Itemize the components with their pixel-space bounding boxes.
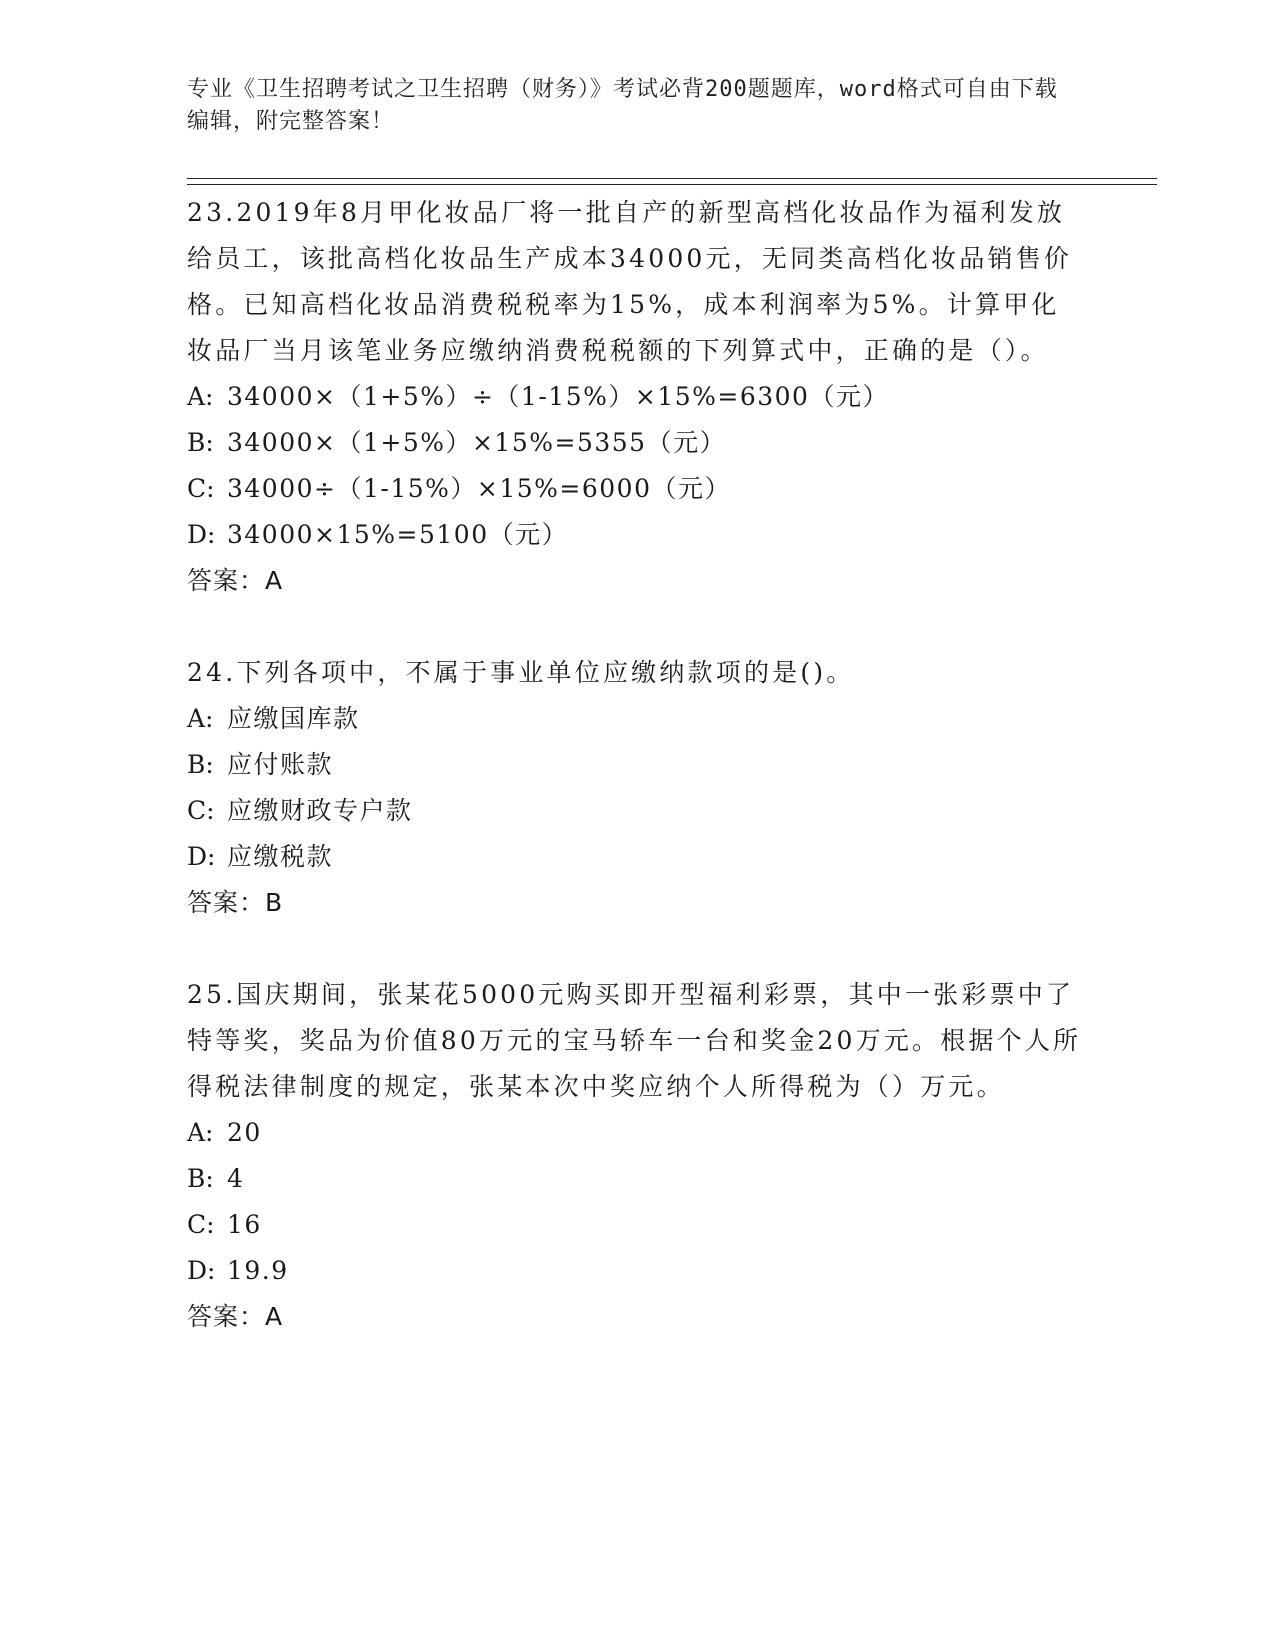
- answer-line: 答案：A: [187, 1302, 284, 1331]
- option-letter: D:: [187, 520, 216, 549]
- option-d: [187, 1248, 1087, 1294]
- question-24: [187, 650, 1087, 926]
- option-text: 34000×（1+5%）÷（1-15%）×15%=6300（元）: [227, 382, 889, 411]
- option-b: [187, 420, 1087, 466]
- question-stem: 24.下列各项中，不属于事业单位应缴纳款项的是()。: [187, 658, 855, 687]
- question-25: [187, 972, 1087, 1340]
- header-divider-bottom: [187, 184, 1157, 185]
- option-text: 应缴国库款: [227, 704, 360, 733]
- document-header: 专业《卫生招聘考试之卫生招聘（财务）》考试必背200题题库，word格式可自由下载编辑，附完整答案！: [187, 77, 1058, 134]
- option-a: [187, 1110, 1087, 1156]
- question-23: [187, 190, 1087, 604]
- option-b: [187, 1156, 1087, 1202]
- option-a: [187, 374, 1087, 420]
- question-list: [187, 190, 1087, 1340]
- option-text: 34000×15%=5100（元）: [227, 520, 569, 549]
- question-spacer: [187, 926, 1087, 972]
- option-letter: B:: [187, 1164, 214, 1193]
- option-letter: A:: [187, 704, 214, 733]
- option-letter: D:: [187, 1256, 216, 1285]
- option-c: [187, 788, 1087, 834]
- question-spacer: [187, 604, 1087, 650]
- option-c: [187, 466, 1087, 512]
- option-letter: A:: [187, 1118, 214, 1147]
- option-c: [187, 1202, 1087, 1248]
- question-stem: 23.2019年8月甲化妆品厂将一批自产的新型高档化妆品作为福利发放给员工，该批高档化妆品生产成本34000元，无同类高档化妆品销售价格。已知高档化妆品消费税税率为15%，成本利润率为5%。计算甲化妆品厂当月该笔业务应缴纳消费税税额的下列算式中，正确的是（）。: [187, 198, 1073, 365]
- answer-line: 答案：A: [187, 566, 284, 595]
- option-text: 16: [227, 1210, 262, 1239]
- option-letter: B:: [187, 428, 214, 457]
- option-letter: C:: [187, 1210, 215, 1239]
- option-b: [187, 742, 1087, 788]
- option-letter: D:: [187, 842, 216, 871]
- option-letter: C:: [187, 796, 215, 825]
- header-divider-top: [187, 178, 1157, 179]
- option-d: [187, 512, 1087, 558]
- option-letter: A:: [187, 382, 214, 411]
- option-text: 19.9: [227, 1256, 289, 1285]
- option-text: 应缴税款: [227, 842, 334, 871]
- answer-line: 答案：B: [187, 888, 284, 917]
- option-text: 应缴财政专户款: [227, 796, 413, 825]
- option-text: 应付账款: [227, 750, 334, 779]
- option-letter: C:: [187, 474, 215, 503]
- option-text: 20: [227, 1118, 262, 1147]
- option-text: 34000÷（1-15%）×15%=6000（元）: [227, 474, 731, 503]
- option-letter: B:: [187, 750, 214, 779]
- option-text: 4: [227, 1164, 245, 1193]
- option-d: [187, 834, 1087, 880]
- option-a: [187, 696, 1087, 742]
- question-stem: 25.国庆期间，张某花5000元购买即开型福利彩票，其中一张彩票中了特等奖，奖品为价值80万元的宝马轿车一台和奖金20万元。根据个人所得税法律制度的规定，张某本次中奖应纳个人所得税为（）万元。: [187, 980, 1082, 1101]
- option-text: 34000×（1+5%）×15%=5355（元）: [227, 428, 727, 457]
